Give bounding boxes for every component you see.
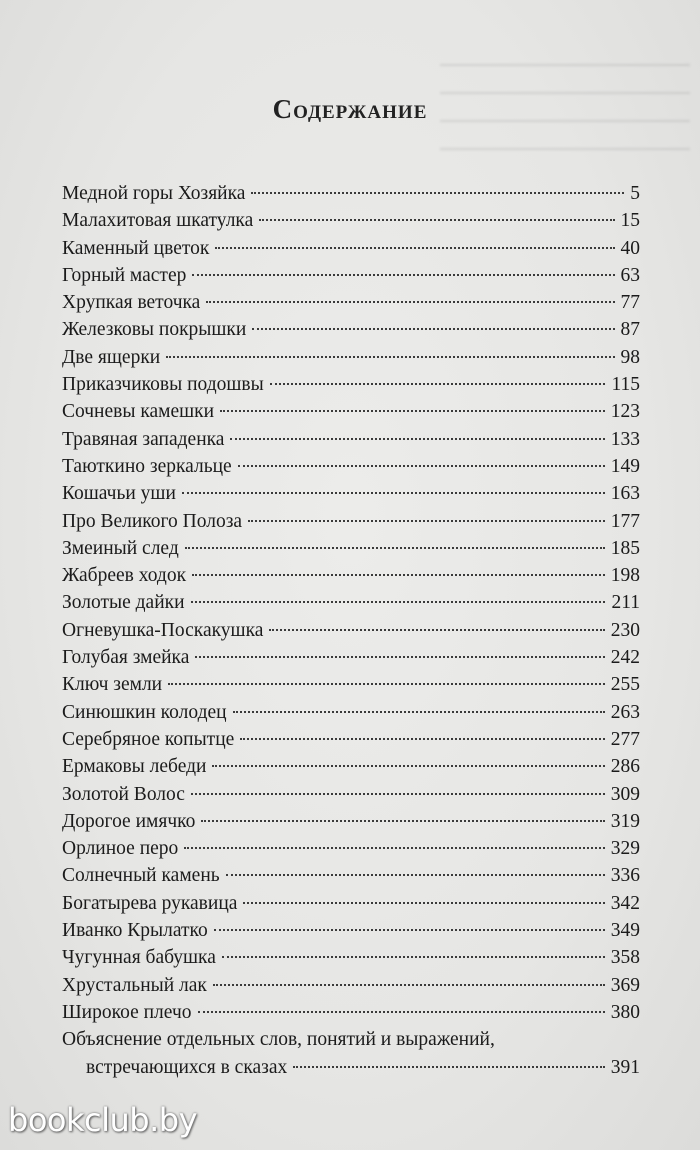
toc-entry-page: 369	[610, 974, 640, 996]
toc-entry-page: 242	[610, 647, 640, 669]
toc-entry	[62, 835, 640, 862]
toc-entry-title: Золотые дайки	[62, 592, 185, 614]
toc-entry-page: 286	[610, 756, 640, 778]
table-of-contents	[62, 180, 640, 1081]
toc-entry-multiline-second	[62, 1054, 640, 1081]
dot-leader	[293, 1066, 604, 1068]
toc-entry-page: 230	[610, 619, 640, 641]
toc-entry-page: 277	[610, 728, 640, 750]
toc-entry-page: 63	[620, 264, 640, 286]
toc-entry-title: Чугунная бабушка	[62, 947, 216, 969]
dot-leader	[212, 765, 604, 767]
toc-entry-page: 336	[610, 865, 640, 887]
toc-entry-title: Широкое плечо	[62, 1001, 192, 1023]
toc-entry-title: Серебряное копытце	[62, 728, 235, 750]
toc-entry-title: Дорогое имячко	[62, 810, 196, 832]
toc-entry	[62, 862, 640, 889]
toc-entry	[62, 180, 640, 207]
toc-entry	[62, 316, 640, 343]
dot-leader	[214, 929, 605, 931]
toc-entry-page: 123	[610, 401, 640, 423]
toc-entry-title: Змеиный след	[62, 537, 179, 559]
toc-entry-title: Орлиное перо	[62, 838, 179, 860]
toc-entry-title: Горный мастер	[62, 264, 187, 286]
toc-entry-page: 149	[610, 455, 640, 477]
toc-entry-page: 198	[610, 565, 640, 587]
toc-entry-page: 87	[620, 319, 640, 341]
toc-entry	[62, 262, 640, 289]
toc-entry-title: Медной горы Хозяйка	[62, 183, 246, 204]
dot-leader	[185, 547, 605, 549]
dot-leader	[220, 410, 605, 412]
toc-entry	[62, 644, 640, 671]
toc-entry-page: 185	[610, 537, 640, 559]
toc-entry-page: 77	[620, 292, 640, 314]
toc-entry	[62, 753, 640, 780]
toc-entry-page: 263	[610, 701, 640, 723]
dot-leader	[222, 956, 605, 958]
toc-entry	[62, 781, 640, 808]
dot-leader	[201, 820, 604, 822]
toc-entry-title: Хрустальный лак	[62, 974, 207, 996]
toc-entry	[62, 589, 640, 616]
toc-entry-page: 177	[610, 510, 640, 532]
dot-leader	[230, 438, 604, 440]
toc-entry	[62, 617, 640, 644]
toc-entry	[62, 535, 640, 562]
dot-leader	[243, 902, 604, 904]
dot-leader	[240, 738, 604, 740]
toc-entry	[62, 890, 640, 917]
toc-entry-title: Малахитовая шкатулка	[62, 210, 254, 232]
toc-entry-title: Голубая змейка	[62, 647, 190, 669]
dot-leader	[270, 383, 606, 385]
toc-entry-page: 163	[610, 483, 640, 505]
toc-entry-title: Ключ земли	[62, 674, 163, 696]
toc-entry-title: Огневушка-Поскакушка	[62, 619, 264, 641]
toc-entry-title: Солнечный камень	[62, 865, 220, 887]
dot-leader	[192, 574, 605, 576]
dot-leader	[191, 601, 606, 603]
toc-entry-title: Жабреев ходок	[62, 565, 187, 587]
dot-leader	[191, 793, 605, 795]
toc-entry-title: Две ящерки	[62, 346, 161, 368]
toc-entry	[62, 699, 640, 726]
toc-entry-title: Хрупкая веточка	[62, 292, 201, 314]
toc-entry-page: 349	[610, 920, 640, 942]
toc-entry	[62, 671, 640, 698]
dot-leader	[238, 465, 605, 467]
toc-entry-page: 309	[610, 783, 640, 805]
toc-entry	[62, 999, 640, 1026]
toc-entry-title: Железковы покрышки	[62, 319, 247, 341]
toc-entry	[62, 235, 640, 262]
dot-leader	[213, 984, 605, 986]
toc-entry	[62, 917, 640, 944]
toc-entry	[62, 480, 640, 507]
toc-entry-title: Травяная западенка	[62, 428, 225, 450]
toc-entry	[62, 344, 640, 371]
toc-entry-page: 98	[620, 346, 640, 368]
dot-leader	[215, 247, 614, 249]
toc-entry-page: 40	[620, 237, 640, 259]
toc-entry-page: 391	[610, 1056, 640, 1078]
toc-entry-page: 15	[620, 210, 640, 232]
toc-entry-title: Каменный цветок	[62, 237, 210, 259]
toc-entry-page: 342	[610, 892, 640, 914]
toc-entry-page: 319	[610, 810, 640, 832]
dot-leader	[184, 847, 604, 849]
toc-entry	[62, 562, 640, 589]
toc-entry-title-line2: встречающихся в сказах	[86, 1056, 288, 1078]
toc-entry-title: Синюшкин колодец	[62, 701, 227, 723]
watermark-text: bookclub.by	[8, 1101, 197, 1139]
toc-heading: Содержание	[272, 94, 428, 124]
toc-entry-multiline-first	[62, 1026, 640, 1053]
toc-entry-title: Золотой Волос	[62, 783, 185, 805]
toc-entry	[62, 398, 640, 425]
dot-leader	[168, 683, 605, 685]
toc-entry	[62, 944, 640, 971]
toc-entry-title: Сочневы камешки	[62, 401, 215, 423]
toc-entry-title: Приказчиковы подошвы	[62, 374, 264, 396]
toc-entry-page: 329	[610, 838, 640, 860]
dot-leader	[248, 520, 605, 522]
toc-entry	[62, 508, 640, 535]
toc-entry-title: Богатырева рукавица	[62, 892, 238, 914]
toc-entry-title: Иванко Крылатко	[62, 920, 208, 942]
toc-entry-title: Про Великого Полоза	[62, 510, 243, 532]
dot-leader	[251, 192, 624, 194]
toc-entry	[62, 726, 640, 753]
toc-entry	[62, 426, 640, 453]
toc-entry-title: Кошачьи уши	[62, 483, 176, 505]
dot-leader	[195, 656, 604, 658]
dot-leader	[166, 356, 614, 358]
toc-entry-page: 5	[630, 183, 640, 204]
toc-entry-page: 133	[610, 428, 640, 450]
toc-entry-page: 380	[610, 1001, 640, 1023]
toc-entry-title-line1: Объяснение отдельных слов, понятий и выражений,	[62, 1029, 495, 1051]
toc-entry	[62, 207, 640, 234]
toc-entry-title: Ермаковы лебеди	[62, 756, 207, 778]
dot-leader	[233, 711, 605, 713]
toc-entry	[62, 289, 640, 316]
toc-entry-page: 115	[611, 374, 640, 396]
dot-leader	[182, 492, 605, 494]
dot-leader	[198, 1011, 605, 1013]
dot-leader	[226, 874, 605, 876]
dot-leader	[192, 274, 614, 276]
toc-entry-page: 211	[611, 592, 640, 614]
toc-entry	[62, 972, 640, 999]
toc-entry	[62, 808, 640, 835]
dot-leader	[269, 629, 604, 631]
dot-leader	[259, 219, 614, 221]
toc-entry	[62, 371, 640, 398]
dot-leader	[252, 328, 614, 330]
toc-entry-page: 358	[610, 947, 640, 969]
dot-leader	[206, 301, 614, 303]
toc-entry	[62, 453, 640, 480]
toc-entry-page: 255	[610, 674, 640, 696]
toc-entry-title: Таюткино зеркальце	[62, 455, 232, 477]
